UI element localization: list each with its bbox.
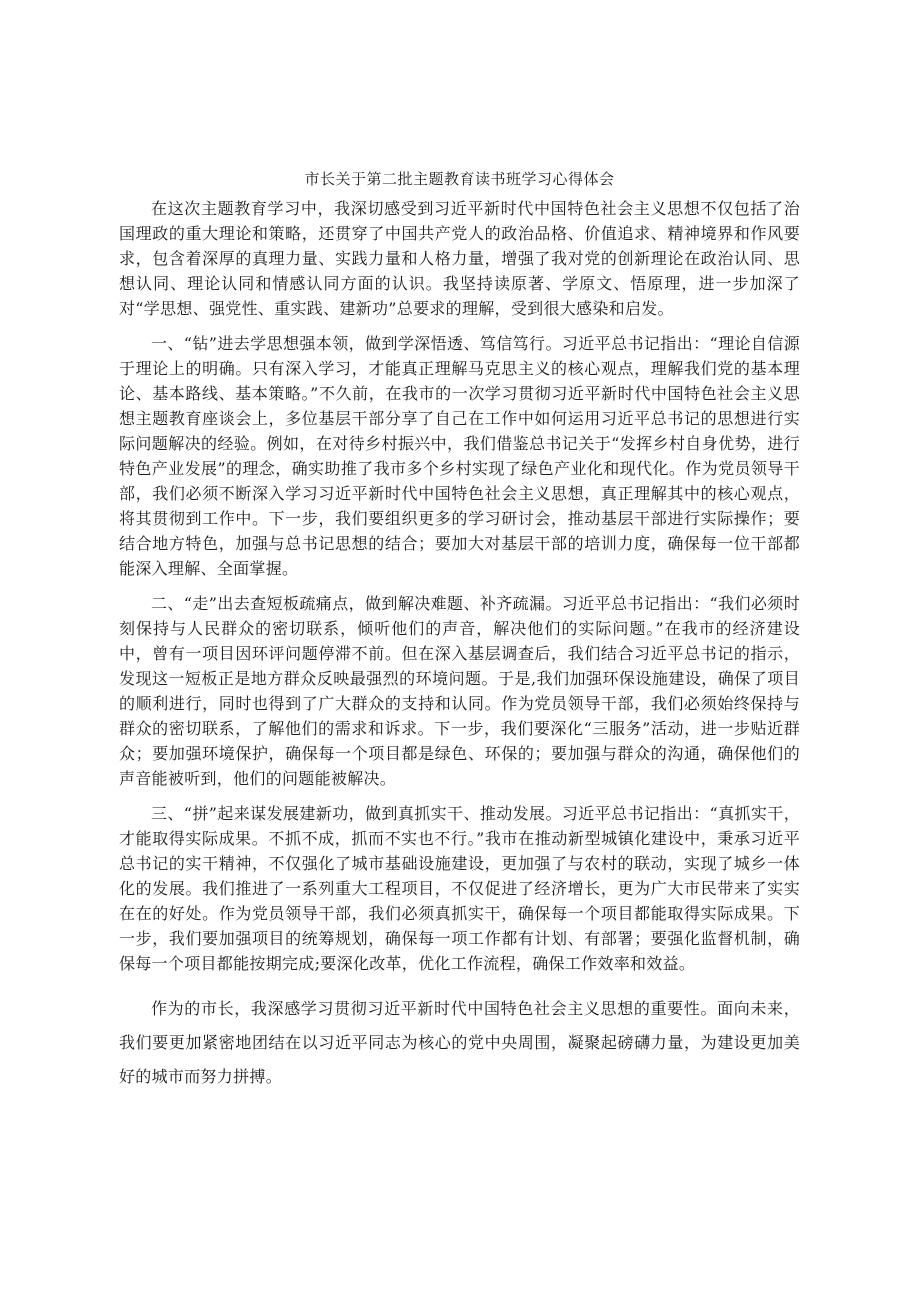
paragraph-section-one: 一、“钻”进去学思想强本领，做到学深悟透、笃信笃行。习近平总书记指出：“理论自信源于理论上的明确。只有深入学习，才能真正理解马克思主义的核心观点，理解我们党的基本理论、基本路线、基本策略。”不久前，在我市的一次学习贯彻习近平新时代中国特色社会主义思想主题教育座谈会上，多位基层干部分享了自己在工作中如何运用习近平总书记的思想进行实际问题解决的经验。例如，在对待乡村振兴中，我们借鉴总书记关于“发挥乡村自身优势，进行特色产业发展”的理念，确实助推了我市多个乡村实现了绿色产业化和现代化。作为党员领导干部，我们必须不断深入学习习近平新时代中国特色社会主义思想，真正理解其中的核心观点，将其贯彻到工作中。下一步，我们要组织更多的学习研讨会，推动基层干部进行实际操作；要结合地方特色，加强与总书记思想的结合；要加大对基层干部的培训力度，确保每一位干部都能深入理解、全面掌握。 <box>119 334 800 578</box>
document-title: 市长关于第二批主题教育读书班学习心得体会 <box>304 170 615 188</box>
paragraph-section-two: 二、“走”出去查短板疏痛点，做到解决难题、补齐疏漏。习近平总书记指出：“我们必须时刻保持与人民群众的密切联系，倾听他们的声音，解决他们的实际问题。”在我市的经济建设中，曾有一项目因环评问题停滞不前。但在深入基层调查后，我们结合习近平总书记的指示，发现这一短板正是地方群众反映最强烈的环境问题。于是,我们加强环保设施建设，确保了项目的顺利进行，同时也得到了广大群众的支持和认同。作为党员领导干部，我们必须始终保持与群众的密切联系，了解他们的需求和诉求。下一步，我们要深化“三服务”活动，进一步贴近群众；要加强环境保护，确保每一个项目都是绿色、环保的；要加强与群众的沟通，确保他们的声音能被听到，他们的问题能被解决。 <box>119 594 800 788</box>
document-page <box>119 168 800 1094</box>
paragraph-closing: 作为的市长，我深感学习贯彻习近平新时代中国特色社会主义思想的重要性。面向未来，我们要更加紧密地团结在以习近平同志为核心的党中央周围，凝聚起磅礴力量，为建设更加美好的城市而努力拼搏。 <box>119 999 800 1086</box>
paragraph-intro: 在这次主题教育学习中，我深切感受到习近平新时代中国特色社会主义思想不仅包括了治国理政的重大理论和策略，还贯穿了中国共产党人的政治品格、价值追求、精神境界和作风要求，包含着深厚的真理力量、实践力量和人格力量，增强了我对党的创新理论在政治认同、思想认同、理论认同和情感认同方面的认识。我坚持读原著、学原文、悟原理，进一步加深了对“学思想、强党性、重实践、建新功”总要求的理解，受到很大感染和启发。 <box>119 199 800 318</box>
paragraph-section-three: 三、“拼”起来谋发展建新功，做到真抓实干、推动发展。习近平总书记指出：“真抓实干，才能取得实际成果。不抓不成，抓而不实也不行。”我市在推动新型城镇化建设中，秉承习近平总书记的实干精神，不仅强化了城市基础设施建设，更加强了与农村的联动，实现了城乡一体化的发展。我们推进了一系列重大工程项目，不仅促进了经济增长，更为广大市民带来了实实在在的好处。作为党员领导干部，我们必须真抓实干，确保每一个项目都能取得实际成果。下一步，我们要加强项目的统筹规划，确保每一项工作都有计划、有部署；要强化监督机制，确保每一个项目都能按期完成;要深化改革，优化工作流程，确保工作效率和效益。 <box>119 804 800 973</box>
